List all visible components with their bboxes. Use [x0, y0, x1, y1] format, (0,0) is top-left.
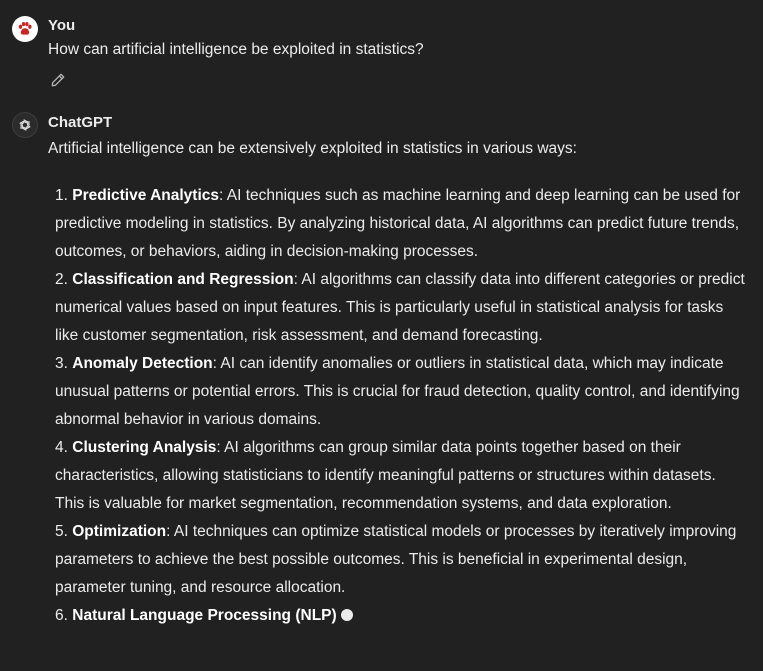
assistant-avatar	[12, 112, 38, 138]
list-item	[55, 434, 745, 518]
list-item	[55, 182, 745, 266]
pencil-icon	[50, 72, 66, 88]
list-item-text: : AI can identify anomalies or outliers in statistical data, which may indicate unusual patterns or potential errors. This is crucial for fraud detection, quality control, and identifying abnormal behavior in various domains.	[55, 355, 740, 428]
list-item-text: : AI techniques can optimize statistical models or processes by iteratively improving parameters to achieve the best possible outcomes. This is beneficial in experimental design, parameter tuning, and resource allocation.	[55, 523, 737, 596]
list-item-number: 5.	[55, 523, 68, 540]
list-item-term: Predictive Analytics	[72, 187, 219, 204]
assistant-intro-text: Artificial intelligence can be extensively exploited in statistics in various ways:	[48, 140, 577, 157]
list-item	[55, 602, 745, 630]
list-item-text: : AI algorithms can group similar data points together based on their characteristics, allowing statisticians to identify meaningful patterns or structures within datasets. This is valuable for market segmentation, recommendation systems, and data exploration.	[55, 439, 716, 512]
openai-logo-icon	[17, 117, 33, 133]
user-message-text: How can artificial intelligence be exploited in statistics?	[48, 41, 424, 58]
user-avatar	[12, 16, 38, 42]
list-item	[55, 350, 745, 434]
list-item-term: Clustering Analysis	[72, 439, 217, 456]
list-item-number: 3.	[55, 355, 68, 372]
list-item-term: Anomaly Detection	[72, 355, 213, 372]
list-item	[55, 518, 745, 602]
list-item-number: 4.	[55, 439, 68, 456]
assistant-author-name: ChatGPT	[48, 114, 113, 131]
list-item	[55, 266, 745, 350]
answer-list	[55, 182, 745, 630]
list-item-term: Optimization	[72, 523, 167, 540]
list-item-term: Natural Language Processing (NLP)	[72, 607, 337, 624]
user-author-name: You	[48, 17, 76, 34]
paw-icon	[16, 20, 34, 38]
list-item-number: 2.	[55, 271, 68, 288]
list-item-number: 6.	[55, 607, 68, 624]
list-item-term: Classification and Regression	[72, 271, 294, 288]
list-item-text: : AI algorithms can classify data into different categories or predict numerical values based on input features. This is particularly useful in statistical analysis for tasks like customer segmentation, risk assessment, and demand forecasting.	[55, 271, 745, 344]
list-item-text: : AI techniques such as machine learning and deep learning can be used for predictive modeling in statistics. By analyzing historical data, AI algorithms can predict future trends, outcomes, or behaviors, aiding in decision-making processes.	[55, 187, 741, 260]
list-item-number: 1.	[55, 187, 68, 204]
streaming-cursor-icon	[341, 609, 353, 621]
edit-message-button[interactable]	[49, 71, 67, 89]
